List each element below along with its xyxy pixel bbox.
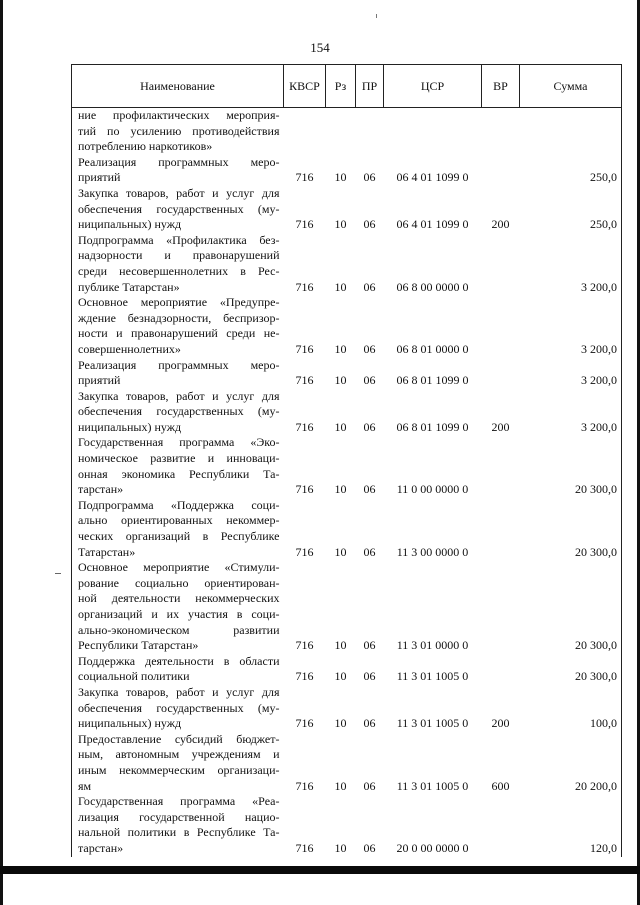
cell-pr: 06 [363, 341, 376, 356]
row-name [72, 794, 284, 856]
cell-rz: 10 [334, 217, 347, 232]
row-name-line: ждение безнадзорности, беспризор- [78, 310, 280, 325]
cell-sum: 20 300,0 [520, 560, 622, 654]
cell-rz: 10 [334, 544, 347, 559]
row-name-line: Предоставление субсидий бюджет- [78, 731, 280, 746]
cell-kvsr: 716 [295, 669, 314, 684]
table-row [72, 732, 622, 794]
row-name-line: тарстан» [78, 482, 124, 497]
cell-rz: 10 [334, 840, 347, 855]
cell-pr: 06 [363, 279, 376, 294]
scan-mark [55, 573, 61, 574]
table-body [72, 108, 622, 857]
cell-kvsr: 716 [295, 217, 314, 232]
cell-vr [482, 108, 520, 155]
cell-sum: 250,0 [520, 155, 622, 186]
cell-sum: 120,0 [520, 794, 622, 856]
row-name-line: Государственная программа «Эко- [78, 435, 280, 450]
cell-vr [482, 560, 520, 654]
table-row [72, 186, 622, 233]
row-name [72, 358, 284, 389]
row-name-line: Закупка товаров, работ и услуг для [78, 388, 280, 403]
cell-sum: 20 300,0 [520, 498, 622, 560]
table-row [72, 685, 622, 732]
row-name [72, 685, 284, 732]
cell-kvsr: 716 [295, 373, 314, 388]
cell-csr: 06 8 00 0000 0 [396, 279, 469, 294]
cell-pr: 06 [363, 419, 376, 434]
row-name-line: тий по усилению противодействия [78, 123, 280, 138]
cell-sum: 250,0 [520, 186, 622, 233]
cell-kvsr: 716 [295, 544, 314, 559]
table-row [72, 498, 622, 560]
table-row [72, 560, 622, 654]
cell-pr: 06 [363, 170, 376, 185]
cell-sum: 20 300,0 [520, 654, 622, 685]
row-name-line: Основное мероприятие «Предупре- [78, 295, 280, 310]
cell-csr: 11 0 00 0000 0 [396, 482, 469, 497]
cell-kvsr: 716 [295, 419, 314, 434]
row-name-line: приятий [78, 170, 121, 185]
cell-pr: 06 [363, 778, 376, 793]
row-name-line: надзорности и правонарушений [78, 248, 280, 263]
row-name-line: Реализация программных меро- [78, 154, 280, 169]
row-name-line: ческих организаций в Республике [78, 529, 280, 544]
row-name-line: онная экономика Республики Та- [78, 466, 280, 481]
table-row [72, 654, 622, 685]
row-name-line: номическое развитие и инноваци- [78, 451, 280, 466]
scan-bottom-edge [0, 866, 640, 874]
cell-kvsr: 716 [295, 170, 314, 185]
cell-rz: 10 [334, 482, 347, 497]
cell-vr: 200 [491, 217, 510, 232]
cell-csr: 06 8 01 1099 0 [396, 373, 469, 388]
row-name-line: организаций и их участия в соци- [78, 607, 280, 621]
cell-vr [482, 654, 520, 685]
budget-table [71, 64, 622, 857]
cell-sum [520, 108, 622, 155]
row-name-line: Закупка товаров, работ и услуг для [78, 185, 280, 200]
cell-pr: 06 [363, 716, 376, 731]
cell-csr: 20 0 00 0000 0 [396, 840, 469, 855]
cell-kvsr: 716 [295, 840, 314, 855]
row-name-line: совершеннолетних» [78, 341, 181, 356]
row-name-line: среди несовершеннолетних в Рес- [78, 263, 280, 278]
cell-vr [482, 794, 520, 856]
row-name [72, 435, 284, 497]
cell-sum: 20 300,0 [520, 435, 622, 497]
row-name [72, 233, 284, 295]
table-header-row [72, 65, 622, 108]
row-name-line: ям [78, 778, 92, 793]
table-row [72, 155, 622, 186]
row-name-line: ным, автономным учреждениям и [78, 747, 280, 762]
cell-rz: 10 [334, 341, 347, 356]
cell-pr: 06 [363, 669, 376, 684]
row-name [72, 108, 284, 155]
cell-kvsr: 716 [295, 638, 314, 653]
table-row [72, 358, 622, 389]
scan-mark [376, 14, 377, 18]
table-row [72, 389, 622, 436]
cell-rz: 10 [334, 279, 347, 294]
cell-kvsr: 716 [295, 482, 314, 497]
table-row [72, 794, 622, 856]
table-row [72, 233, 622, 295]
cell-rz: 10 [334, 419, 347, 434]
header-csr: ЦСР [384, 65, 482, 108]
cell-csr: 11 3 01 1005 0 [396, 716, 469, 731]
cell-kvsr: 716 [295, 279, 314, 294]
row-name-line: Государственная программа «Реа- [78, 794, 280, 809]
cell-kvsr: 716 [295, 716, 314, 731]
row-name-line: Подпрограмма «Поддержка соци- [78, 497, 280, 512]
cell-csr: 11 3 00 0000 0 [396, 544, 469, 559]
row-name-line: обеспечения государственных (му- [78, 201, 280, 216]
cell-pr: 06 [363, 840, 376, 855]
cell-kvsr [284, 108, 326, 155]
row-name [72, 654, 284, 685]
row-name-line: приятий [78, 373, 121, 388]
header-vr: ВР [482, 65, 520, 108]
row-name-line: Поддержка деятельности в области [78, 653, 280, 668]
header-kvsr: КВСР [284, 65, 326, 108]
cell-vr: 200 [491, 419, 510, 434]
cell-pr: 06 [363, 217, 376, 232]
cell-rz: 10 [334, 778, 347, 793]
table-row [72, 435, 622, 497]
row-name-line: публике Татарстан» [78, 279, 180, 294]
page-number: 154 [310, 40, 330, 55]
cell-kvsr: 716 [295, 778, 314, 793]
cell-kvsr: 716 [295, 341, 314, 356]
cell-vr [482, 358, 520, 389]
cell-csr: 11 3 01 0000 0 [396, 638, 469, 653]
row-name-line: ниципальных) нужд [78, 419, 182, 434]
cell-csr: 11 3 01 1005 0 [396, 669, 469, 684]
cell-pr: 06 [363, 638, 376, 653]
row-name-line: Татарстан» [78, 544, 136, 559]
row-name-line: рование социально ориентирован- [78, 575, 280, 590]
cell-csr: 06 8 01 0000 0 [396, 341, 469, 356]
row-name-line: ной деятельности некоммерческих [78, 591, 280, 606]
row-name-line: ности и правонарушений среди не- [78, 326, 280, 341]
header-rz: Рз [326, 65, 356, 108]
cell-rz: 10 [334, 373, 347, 388]
row-name-line: ниципальных) нужд [78, 716, 182, 731]
row-name-line: Республики Татарстан» [78, 638, 199, 653]
cell-pr: 06 [363, 482, 376, 497]
row-name-line: обеспечения государственных (му- [78, 700, 280, 715]
row-name-line: обеспечения государственных (му- [78, 404, 280, 419]
row-name [72, 389, 284, 436]
cell-vr [482, 233, 520, 295]
row-name [72, 560, 284, 654]
header-name: Наименование [72, 65, 284, 108]
cell-rz: 10 [334, 638, 347, 653]
cell-pr: 06 [363, 544, 376, 559]
table-row [72, 108, 622, 155]
header-pr: ПР [356, 65, 384, 108]
row-name-line: Подпрограмма «Профилактика без- [78, 232, 280, 247]
cell-vr: 200 [491, 716, 510, 731]
cell-csr: 06 4 01 1099 0 [396, 217, 469, 232]
cell-vr: 600 [491, 778, 510, 793]
row-name-line: ниципальных) нужд [78, 217, 182, 232]
cell-pr [356, 108, 384, 155]
row-name-line: иным некоммерческим организаци- [78, 762, 280, 777]
cell-pr: 06 [363, 373, 376, 388]
cell-sum: 20 200,0 [520, 732, 622, 794]
row-name-line: потреблению наркотиков» [78, 139, 213, 154]
cell-vr [482, 295, 520, 357]
cell-csr: 06 4 01 1099 0 [396, 170, 469, 185]
cell-sum: 100,0 [520, 685, 622, 732]
row-name-line: ние профилактических мероприя- [78, 108, 280, 122]
cell-sum: 3 200,0 [520, 389, 622, 436]
cell-rz: 10 [334, 716, 347, 731]
table-row [72, 295, 622, 357]
row-name-line: лизация государственной нацио- [78, 809, 280, 824]
cell-csr: 06 8 01 1099 0 [396, 419, 469, 434]
cell-sum: 3 200,0 [520, 358, 622, 389]
scan-left-edge [0, 0, 3, 905]
row-name-line: социальной политики [78, 669, 190, 684]
cell-csr [384, 108, 482, 155]
row-name-line: ально-экономическом развитии [78, 622, 280, 637]
row-name-line: Закупка товаров, работ и услуг для [78, 684, 280, 699]
row-name-line: Основное мероприятие «Стимули- [78, 560, 280, 575]
row-name [72, 155, 284, 186]
row-name [72, 498, 284, 560]
cell-rz: 10 [334, 170, 347, 185]
cell-vr [482, 155, 520, 186]
cell-csr: 11 3 01 1005 0 [396, 778, 469, 793]
cell-sum: 3 200,0 [520, 233, 622, 295]
row-name [72, 186, 284, 233]
cell-sum: 3 200,0 [520, 295, 622, 357]
cell-vr [482, 498, 520, 560]
header-sum: Сумма [520, 65, 622, 108]
row-name-line: тарстан» [78, 840, 124, 855]
cell-rz: 10 [334, 669, 347, 684]
row-name-line: ально ориентированных некоммер- [78, 513, 280, 528]
row-name-line: нальной политики в Республике Та- [78, 825, 280, 840]
row-name-line: Реализация программных меро- [78, 357, 280, 372]
cell-rz [326, 108, 356, 155]
row-name [72, 295, 284, 357]
cell-vr [482, 435, 520, 497]
row-name [72, 732, 284, 794]
